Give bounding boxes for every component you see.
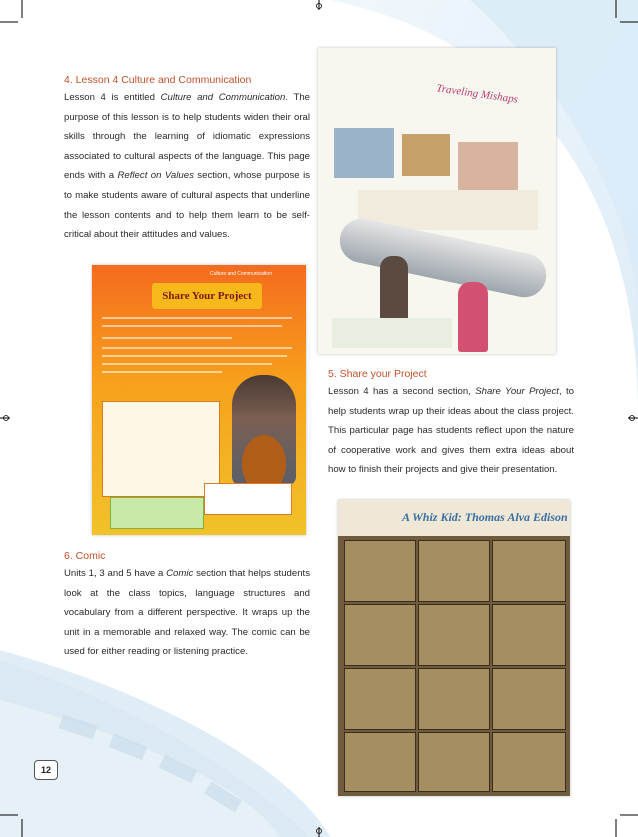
lesson4-body: Lesson 4 is entitled Culture and Communication. The purpose of this lesson is to help students widen their oral skills through the learning of idiomatic expressions associated to cultural aspects of the language. This page ends with a Reflect on Values section, whose purpose is to make students aware of cultural aspects that underline the lesson contents and to help them learn to be self-critical about their attitudes and values. xyxy=(64,92,310,241)
comic-panel xyxy=(418,540,490,602)
comic-panel xyxy=(344,540,416,602)
comic-panel xyxy=(492,732,566,792)
values-box xyxy=(332,318,452,348)
lesson4-heading: 4. Lesson 4 Culture and Communication xyxy=(64,74,252,86)
photo-block xyxy=(458,142,518,190)
text-line xyxy=(102,317,292,319)
comic-heading: 6. Comic xyxy=(64,550,106,562)
presentation-box xyxy=(110,497,204,529)
comic-panel xyxy=(344,604,416,666)
share-project-thumbnail xyxy=(92,265,306,535)
worksheet-table xyxy=(102,401,220,497)
share-heading: 5. Share your Project xyxy=(328,368,427,380)
share-body: Lesson 4 has a second section, Share Your Project, to help students wrap up their ideas about the class project. This particular page has students reflect upon the nature of cooperative work and gives them extra ideas about how to finish their projects and give their presentation. xyxy=(328,386,574,476)
text-line xyxy=(102,325,282,327)
text-line xyxy=(102,337,232,339)
lesson4-page-thumbnail xyxy=(318,48,556,354)
comic-panel xyxy=(418,604,490,666)
comic-title: A Whiz Kid: Thomas Alva Edison xyxy=(402,510,568,524)
comic-body: Units 1, 3 and 5 have a Comic section that helps students look at the class topics, language structures and vocabulary from a different perspective. It wraps up the unit in a memorable and relaxed way. The comic can be used for either reading or listening practice. xyxy=(64,568,310,658)
useful-expressions-box xyxy=(204,483,292,515)
comic-page-thumbnail xyxy=(338,500,570,796)
comic-panel xyxy=(418,668,490,730)
lesson-title: Traveling Mishaps xyxy=(435,82,519,106)
comic-panel xyxy=(344,732,416,792)
text-line xyxy=(102,355,287,357)
comic-panel xyxy=(492,540,566,602)
comic-panel xyxy=(492,668,566,730)
comic-panel xyxy=(344,668,416,730)
woman-figure xyxy=(458,282,488,352)
photo-block xyxy=(402,134,450,176)
text-line xyxy=(102,371,222,373)
share-project-title: Share Your Project xyxy=(152,283,262,309)
text-line xyxy=(102,363,272,365)
comic-panel xyxy=(418,732,490,792)
text-line xyxy=(102,347,292,349)
page-number: 12 xyxy=(34,760,58,780)
photo-block xyxy=(334,128,394,178)
comic-panel xyxy=(492,604,566,666)
thumb-header: Culture and Communication xyxy=(210,271,272,277)
